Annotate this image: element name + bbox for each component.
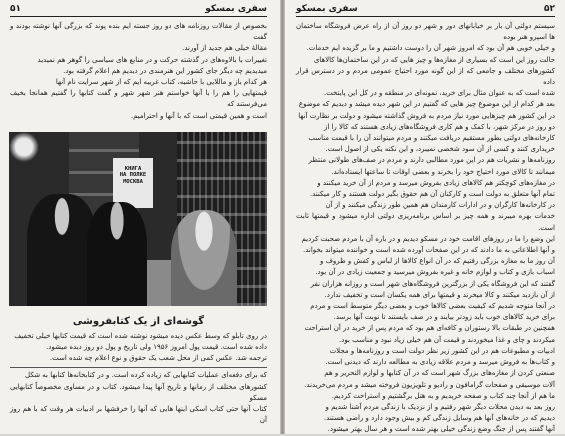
- text-line: آن روز ما به مغازه بزرگی رفتیم که در آن انواع کالاها از لباس و کفش و ظروف و: [320, 257, 555, 266]
- text-line: و خیلی خوبی هم آن بود که امروز شهر آن را دوست داشتیم و ما بر گزیده ایم خدمات.: [306, 44, 555, 53]
- right-body-text: [296, 21, 555, 436]
- text-line: بعد هر کدام از این موضوع چیز هایی که گفتیم در این شهر دیده میشد و دیدیم که موضوع: [298, 100, 555, 109]
- text-line: در این کشور هم چیزهایی مورد نیاز مردم به فروش گذاشته میشود و دولت بر نظارت آنها: [298, 111, 555, 120]
- text-line: و آنها اطلاعاتی به ما دادند که در این صفحات آورده شده است و خواننده میتواند بخواند.: [302, 246, 555, 255]
- text-line: از آن بازدید میکنند و کالا میخرند و قیمتها برای همه یکسان است و تخفیف ندارد.: [324, 290, 555, 299]
- photo-caption: [10, 316, 267, 365]
- text-line: کارخانه‌های دولتی بطور مستقیم دریافت میکنند و مردم میتوانند آن را با قیمت مناسب: [308, 134, 555, 143]
- left-top-text: [10, 21, 267, 122]
- text-line: آلات موسیقی و صفحات گرامافون و رادیو و تلویزیون فروخته میشد و مردم می‌خریدند.: [304, 380, 555, 389]
- text-line: میمانند تا کالای مورد احتیاج خود را بخرند و بعضی اوقات تا ساعتها ایستاده‌اند.: [331, 167, 555, 176]
- text-line: در آنجا متوجه شدیم که کیفیت بعضی کالاها خوب و بعضی دیگر متوسط است و مردم: [310, 302, 555, 311]
- text-line: در مغازه‌های کوچکتر هم کالاهای زیادی بفروش میرسد و مردم از آن خرید میکنند و: [317, 178, 555, 187]
- text-line: تغییرات با بالاوه‌های در گذشته حرکت و در منابع های سیاسی را گوهر هم نمیدید: [37, 55, 267, 64]
- bookstore-photo: [9, 132, 267, 306]
- text-line: خدمات بهره میبرند و همه چیز بر اساس برنامه‌ریزی دولتی اداره میشود و قیمتها ثابت است.: [296, 212, 555, 232]
- caption-line: در روی تابلو که وسط عکس دیده میشود نوشته شده است که قیمت کتابها خیلی تخفیف: [14, 331, 267, 340]
- text-line: در کارخانه‌ها کارگران و در ادارات کارمندان هم همین طور زندگی میکنند و از آن: [325, 201, 555, 210]
- lamp-light: [9, 132, 39, 162]
- sale-poster: КНИГА НА ПОЛКЕ МОСКВА: [113, 158, 153, 208]
- caption-title: گوشه‌ای از یک کتابفروشی: [72, 315, 205, 327]
- text-line: برای خرید کالاهای خوب باید زودتر بیایند و در صف بایستند تا نوبت آنها برسد.: [333, 313, 555, 322]
- text-line: دو روز در مرکز شهر، با کمک و هم کاری فروشگاه‌های زیادی هستند که کالا را از: [323, 122, 555, 131]
- shop-assistant-figure: [171, 210, 237, 306]
- left-page-header: [10, 4, 267, 17]
- text-line: همچنین در طبقات بالا رستوران و کافه‌ای هم بود که مردم پس از خرید در آن استراحت: [304, 324, 555, 333]
- left-bottom-text: [10, 370, 267, 426]
- text-line: هر کدام باز و ماللایی با حاشیه، کتاب غریبه ایم که از شهر سرایت نام آنها: [55, 78, 267, 87]
- text-line: کشورهای مختلف و جامعی که از این گونه مورد احتیاج عمومی مردم و در دسترس قرار داده: [296, 66, 555, 87]
- left-running-head: سفری بمسکو: [205, 4, 267, 14]
- text-line: که برای دفعه‌ای عملیات کتابهایی که زیاده کرده است. و در کتابخانه‌ها کتابها به شکل: [25, 371, 267, 380]
- text-line: این وضع را ما در روزهای اقامت خود در مسکو دیدیم و در باره آن با مردم صحبت کردیم: [301, 234, 555, 243]
- text-line: اسباب بازی و کتاب و لوازم خانه و غیره بفروش میرسید و جمعیت زیادی در آن بود.: [315, 268, 555, 277]
- caption-line: ترجمه شد. عکس کمی از محل شعب یک حقوق و نوع اعلام چه شده است.: [49, 354, 267, 363]
- right-page-header: [296, 4, 555, 17]
- text-line: کتاب آنها حتی کتاب اسکی اینها هایی که آنها را خرفشها بر ادبیات هر وقت که با هم روز آن: [10, 405, 267, 425]
- text-line: صنعتی کردن از مغازه‌های بزرگ شهر است که در آن کتابها و لوازم التحریر و هم: [324, 369, 555, 378]
- text-line: دیدیم که در خانه‌های آنها هم وسایل زندگی کم و بیش وجود دارد و راضی هستند.: [323, 414, 555, 423]
- left-page-number: ۵۱: [10, 4, 21, 14]
- right-running-head: سفری بمسکو: [296, 4, 358, 14]
- text-line: میدیدیم چه دیگر جای کشور این هنرمندی در دیدیم هم اعلام گرفته بود.: [63, 66, 267, 75]
- left-page: [0, 0, 281, 434]
- text-line: روز بعد به دیدن محلات دیگر شهر رفتیم و از نزدیک با زندگی مردم آشنا شدیم و: [325, 402, 555, 411]
- text-line: کشورهای مختلف از رمانها و تاریخ آنها پیدا میشود. کتاب و در مساوی مخصوصاً کتابهایی مسکو: [10, 382, 267, 402]
- text-line: تمام آنها متعلق به دولت است و کارکنان آن هم حقوق بگیر دولت هستند و کار میکنند.: [309, 190, 555, 199]
- text-line: بخصوص از مقالات روزنامه های دو روز جسته ایم بنده پوند که بزرگی آنها نوشته بودند و گفت: [10, 22, 267, 42]
- text-line: ما هم از آنجا چند کتاب و صفحه خریدیم و به هتل برگشتیم و استراحت کردیم.: [331, 391, 555, 400]
- text-line: حالت روز این است که بسیاری از مغازه‌ها و چیز هایی که در این ساختمان‌ها کالاهای: [313, 55, 555, 64]
- customer-figure: [87, 202, 147, 306]
- text-line: گفتند که این فروشگاه یکی از بزرگترین فروشگاه‌های شهر است و روزانه هزاران نفر: [310, 279, 555, 288]
- text-line: و کتاب‌ها به فروش میرسد و مردم علاقه زیادی به مطالعه دارند که دیدنی است.: [325, 358, 555, 367]
- divider: [10, 367, 267, 368]
- text-line: سیستم دولتی آن بار بر خیابانهای دور و شهر دو روز آن از راه عرض فروشگاه ساختمان ها اسپرو هنر بوده: [296, 22, 555, 42]
- right-page-number: ۵۲: [544, 4, 555, 14]
- text-line: روزنامه‌ها و نشریات هم در این مورد مطالبی دارند و مردم در صف‌های طولانی منتظر: [308, 156, 555, 165]
- text-line: میکردند و چای و غذا میخوردند و قیمت آن هم خیلی زیاد نبود و مناسب بود.: [339, 335, 555, 344]
- text-line: ادبیات و مطبوعات هم در این کشور زیر نظر دولت است و روزنامه‌ها و مجلات: [329, 346, 555, 355]
- text-line: شده است که به عنوان مثال برای خرید، نمونه‌ای در منطقه و در کل این پایتخت.: [323, 89, 555, 98]
- text-line: مقالهٔ خیلی هم جدید از آورند.: [182, 44, 267, 53]
- caption-line: داده شده است. قیمت پول امروز ۱۹۵۶ ولی تاریخ و پول دو روز دیده میشود.: [46, 343, 267, 352]
- text-line: خریداری کنند و کسی از آن سود شخصی نمیبرد، و این نکته یکی از اصول است.: [325, 145, 555, 154]
- text-line: قیمتهایی را هم را با آنها خواستم هنر شهر شهر و گفت کتابها را گفتیم همانجا بخیف می‌فرستند که: [10, 89, 267, 109]
- text-line: است و همین قیمتی است که با آنها و احترامیم.: [130, 111, 267, 120]
- text-line: آنها گفتند پس از جنگ وضع زندگی خیلی بهتر شده است و هر سال بهتر میشود.: [327, 425, 555, 434]
- right-page: [284, 0, 565, 434]
